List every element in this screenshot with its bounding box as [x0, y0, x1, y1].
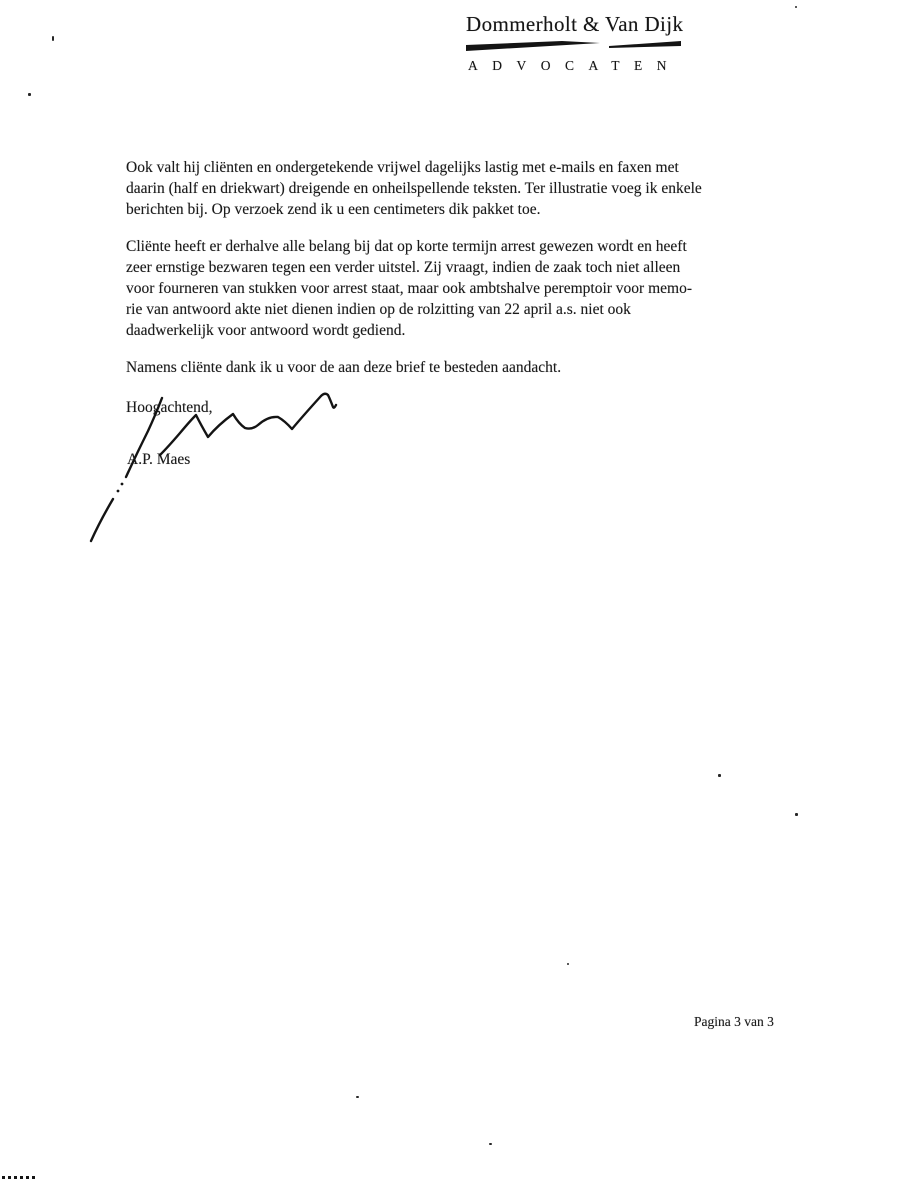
text-line: rie van antwoord akte niet dienen indien op de rolzitting van 22 april a.s. niet ook [126, 301, 631, 318]
text-line: daarin (half en driekwart) dreigende en onheilspellende teksten. Ter illustratie voeg ik enkele [126, 180, 702, 197]
scan-speck [356, 1096, 359, 1098]
scan-speck [489, 1143, 492, 1145]
firm-name: Dommerholt & Van Dijk [466, 12, 684, 36]
scan-speck [567, 963, 569, 965]
scan-speck [795, 813, 798, 816]
text-line: Cliënte heeft er derhalve alle belang bij dat op korte termijn arrest gewezen wordt en heeft [126, 238, 687, 255]
copier-mark [26, 1176, 29, 1179]
text-line: berichten bij. Op verzoek zend ik u een centimeters dik pakket toe. [126, 201, 541, 218]
scan-speck [52, 36, 54, 41]
scan-speck [718, 774, 721, 777]
text-line: voor fourneren van stukken voor arrest staat, maar ook ambtshalve peremptoir voor memo- [126, 280, 692, 297]
text-line: daadwerkelijk voor antwoord wordt gediend. [126, 322, 406, 339]
text-line: Namens cliënte dank ik u voor de aan deze brief te besteden aandacht. [126, 359, 562, 376]
letterhead [466, 12, 688, 74]
letterhead-rule [466, 40, 682, 52]
page-indicator: Pagina 3 van 3 [694, 1014, 774, 1029]
paragraph [126, 157, 791, 220]
copier-mark [8, 1176, 11, 1179]
copier-edge-marks [2, 1176, 35, 1179]
scan-speck [28, 93, 31, 96]
paragraph [126, 236, 791, 341]
copier-mark [32, 1176, 35, 1179]
letter-body [126, 157, 791, 418]
closing-salutation: Hoogachtend, [126, 399, 213, 416]
text-line: Ook valt hij cliënten en ondergetekende vrijwel dagelijks lastig met e-mails en faxen met [126, 159, 679, 176]
paragraph [126, 357, 791, 378]
copier-mark [20, 1176, 23, 1179]
copier-mark [14, 1176, 17, 1179]
handwritten-signature [80, 385, 345, 550]
scan-speck [795, 6, 797, 8]
copier-mark [2, 1176, 5, 1179]
text-line: zeer ernstige bezwaren tegen een verder uitstel. Zij vraagt, indien de zaak toch niet alleen [126, 259, 681, 276]
firm-subtitle: ADVOCATEN [468, 58, 681, 73]
signatory-name: A.P. Maes [127, 451, 191, 468]
